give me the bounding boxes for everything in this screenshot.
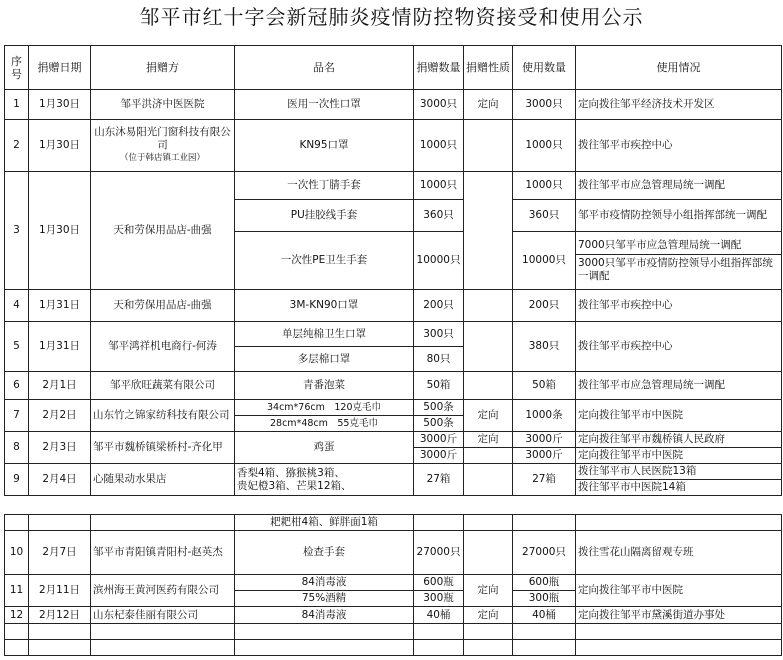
cell-usage: [576, 232, 782, 290]
cell-date: 2月3日: [29, 432, 91, 464]
cell-usage: 定向拨往邹平市黛溪街道办事处: [576, 607, 782, 624]
header-donor: 捐赠方: [91, 46, 235, 90]
cell-used: 1000条: [513, 400, 576, 432]
table-row: [5, 290, 782, 322]
cell-nature: 定向: [464, 400, 513, 432]
table-row: [5, 172, 782, 200]
cell-used: 600瓶: [513, 575, 576, 591]
cell-used: 10000只: [513, 232, 576, 290]
cell-qty: 500条: [414, 400, 464, 416]
table-row: [5, 531, 782, 575]
cell-seq: 6: [5, 372, 29, 400]
cell-item: 28cm*48cm 55克毛巾: [235, 416, 414, 432]
cell-qty: 50箱: [414, 372, 464, 400]
cell-item: 医用一次性口罩: [235, 90, 414, 120]
cell-used: 3000斤: [513, 432, 576, 448]
cell-qty: 500条: [414, 416, 464, 432]
cell-usage: 拨往邹平市应急管理局统一调配: [576, 172, 782, 200]
cell-seq: 1: [5, 90, 29, 120]
cell-seq: 8: [5, 432, 29, 464]
header-row: [5, 46, 782, 90]
cell-date: 1月31日: [29, 290, 91, 322]
cell-nature: 定向: [464, 607, 513, 624]
cell-donor: 邹平市青阳镇青阳村-赵英杰: [91, 531, 235, 575]
cell-donor: 山东杞泰佳丽有限公司: [91, 607, 235, 624]
cell-used: 40桶: [513, 607, 576, 624]
cell-item: 青番泡菜: [235, 372, 414, 400]
cell-qty: 200只: [414, 290, 464, 322]
cell-used: 300瓶: [513, 591, 576, 607]
cell-usage: 定向拨往邹平市中医院: [576, 448, 782, 464]
cell-item: 34cm*76cm 120克毛巾: [235, 400, 414, 416]
cell-usage: 邹平市疫情防控领导小组指挥部统一调配: [576, 200, 782, 232]
donation-table-continued: [4, 514, 782, 656]
cell-usage: 拨往雪花山隔离留观专班: [576, 531, 782, 575]
table-row: [5, 322, 782, 347]
cell-nature: [464, 448, 513, 464]
cell-date: 2月1日: [29, 372, 91, 400]
cell-item: [235, 464, 414, 496]
table-row: [5, 372, 782, 400]
cell-qty: 360只: [414, 200, 464, 232]
cell-qty: 3000斤: [414, 432, 464, 448]
header-used: 使用数量: [513, 46, 576, 90]
cell-item: 3M-KN90口罩: [235, 290, 414, 322]
cell-used: 1000只: [513, 120, 576, 172]
cell-item: PU挂胶线手套: [235, 200, 414, 232]
cell-item: 耙耙柑4箱、鲜胖面1箱: [235, 515, 414, 531]
cell-seq: 12: [5, 607, 29, 624]
cell-nature: [464, 531, 513, 575]
cell-date: 2月7日: [29, 531, 91, 575]
cell-donor: 邹平鸿祥机电商行-何涛: [91, 322, 235, 372]
cell-seq: 5: [5, 322, 29, 372]
cell-seq: 7: [5, 400, 29, 432]
cell-donor: 滨州海王黄河医药有限公司: [91, 575, 235, 607]
cell-usage: 拨往邹平市疾控中心: [576, 322, 782, 372]
cell-nature: [464, 120, 513, 172]
cell-qty: 300只: [414, 322, 464, 347]
cell-item: 一次性PE卫生手套: [235, 232, 414, 290]
cell-nature: [464, 172, 513, 290]
table-row: [5, 575, 782, 591]
cell-qty: 600瓶: [414, 575, 464, 591]
cell-qty: 80只: [414, 347, 464, 372]
cell-used: 50箱: [513, 372, 576, 400]
usage-line-b: 3000只邹平市疫情防控领导小组指挥部统一调配: [578, 256, 773, 282]
cell-donor: 邹平欣旺蔬菜有限公司: [91, 372, 235, 400]
empty-row: [5, 624, 782, 640]
header-item: 品名: [235, 46, 414, 90]
cell-item: 多层棉口罩: [235, 347, 414, 372]
cell-item: 一次性丁腈手套: [235, 172, 414, 200]
cell-qty: 27000只: [414, 531, 464, 575]
cell-usage: 定向拨往邹平市中医院: [576, 400, 782, 432]
donor-note: （位于韩店镇工业园）: [119, 153, 205, 163]
item-line: 贵妃橙3箱、芒果12箱、: [237, 479, 352, 492]
cell-usage: 定向拨往邹平市中医院: [576, 575, 782, 607]
cell-used: 380只: [513, 322, 576, 372]
cell-qty: 1000只: [414, 172, 464, 200]
cell-nature: [464, 372, 513, 400]
cell-qty: 3000斤: [414, 448, 464, 464]
cell-item: 检查手套: [235, 531, 414, 575]
cell-usage: 定向拨往邹平市魏桥镇人民政府: [576, 432, 782, 448]
cell-donor: 心随果动水果店: [91, 464, 235, 496]
cell-qty: 3000只: [414, 90, 464, 120]
cell-nature: 定向: [464, 575, 513, 607]
cell-used: 1000只: [513, 172, 576, 200]
cell-item: KN95口罩: [235, 120, 414, 172]
cell-date: 2月11日: [29, 575, 91, 607]
cell-used: 3000斤: [513, 448, 576, 464]
table-row: [5, 515, 782, 531]
cell-donor: 山东竹之锦家纺科技有限公司: [91, 400, 235, 432]
cell-usage: 拨往邹平市疾控中心: [576, 290, 782, 322]
cell-usage: 定向拨往邹平经济技术开发区: [576, 90, 782, 120]
cell-nature: [464, 322, 513, 372]
cell-usage: 拨往邹平市人民医院13箱: [576, 464, 782, 480]
donation-table: [4, 45, 782, 496]
cell-nature: [464, 290, 513, 322]
cell-date: 1月30日: [29, 90, 91, 120]
cell-usage: 拨往邹平市应急管理局统一调配: [576, 372, 782, 400]
cell-item: 84消毒液: [235, 575, 414, 591]
cell-donor: 天和劳保用品店-曲强: [91, 172, 235, 290]
header-seq: 序号: [5, 46, 29, 90]
cell-seq: 3: [5, 172, 29, 290]
cell-qty: 40桶: [414, 607, 464, 624]
cell-date: 2月2日: [29, 400, 91, 432]
cell-donor: 天和劳保用品店-曲强: [91, 290, 235, 322]
cell-used: 200只: [513, 290, 576, 322]
table-row: [5, 607, 782, 624]
cell-seq: 4: [5, 290, 29, 322]
cell-usage: 拨往邹平市中医院14箱: [576, 480, 782, 496]
cell-date: 1月30日: [29, 172, 91, 290]
cell-used: 360只: [513, 200, 576, 232]
cell-date: 1月30日: [29, 120, 91, 172]
cell-nature: 定向: [464, 432, 513, 448]
empty-row: [5, 640, 782, 656]
cell-used: 27箱: [513, 464, 576, 496]
cell-date: 2月4日: [29, 464, 91, 496]
cell-seq: 10: [5, 531, 29, 575]
cell-nature: 定向: [464, 90, 513, 120]
table-row: [5, 120, 782, 172]
cell-used: 27000只: [513, 531, 576, 575]
page-title: 邹平市红十字会新冠肺炎疫情防控物资接受和使用公示: [139, 5, 644, 29]
cell-item: 84消毒液: [235, 607, 414, 624]
cell-date: 1月31日: [29, 322, 91, 372]
cell-item: 鸡蛋: [235, 432, 414, 464]
cell-usage: 拨往邹平市疾控中心: [576, 120, 782, 172]
table-row: [5, 400, 782, 416]
cell-nature: [464, 464, 513, 496]
cell-seq: 11: [5, 575, 29, 607]
cell-donor: 邹平市魏桥镇梁桥村-齐化甲: [91, 432, 235, 464]
cell-qty: 300瓶: [414, 591, 464, 607]
table-row: [5, 432, 782, 448]
cell-donor: [91, 120, 235, 172]
cell-donor: 邹平洪济中医医院: [91, 90, 235, 120]
header-usage: 使用情况: [576, 46, 782, 90]
cell-used: 3000只: [513, 90, 576, 120]
cell-item: 75%酒精: [235, 591, 414, 607]
cell-date: 2月12日: [29, 607, 91, 624]
header-date: 捐赠日期: [29, 46, 91, 90]
header-nature: 捐赠性质: [464, 46, 513, 90]
item-line: 香梨4箱、猕猴桃3箱、: [237, 466, 345, 479]
usage-line-a: 7000只邹平市应急管理局统一调配: [576, 237, 781, 255]
cell-qty: 27箱: [414, 464, 464, 496]
table-row: [5, 464, 782, 480]
header-qty: 捐赠数量: [414, 46, 464, 90]
cell-qty: 10000只: [414, 232, 464, 290]
cell-seq: 9: [5, 464, 29, 496]
cell-qty: 1000只: [414, 120, 464, 172]
cell-seq: 2: [5, 120, 29, 172]
donor-name: 山东沐易阳光门窗科技有限公司: [94, 126, 231, 151]
table-row: [5, 90, 782, 120]
cell-item: 单层纯棉卫生口罩: [235, 322, 414, 347]
